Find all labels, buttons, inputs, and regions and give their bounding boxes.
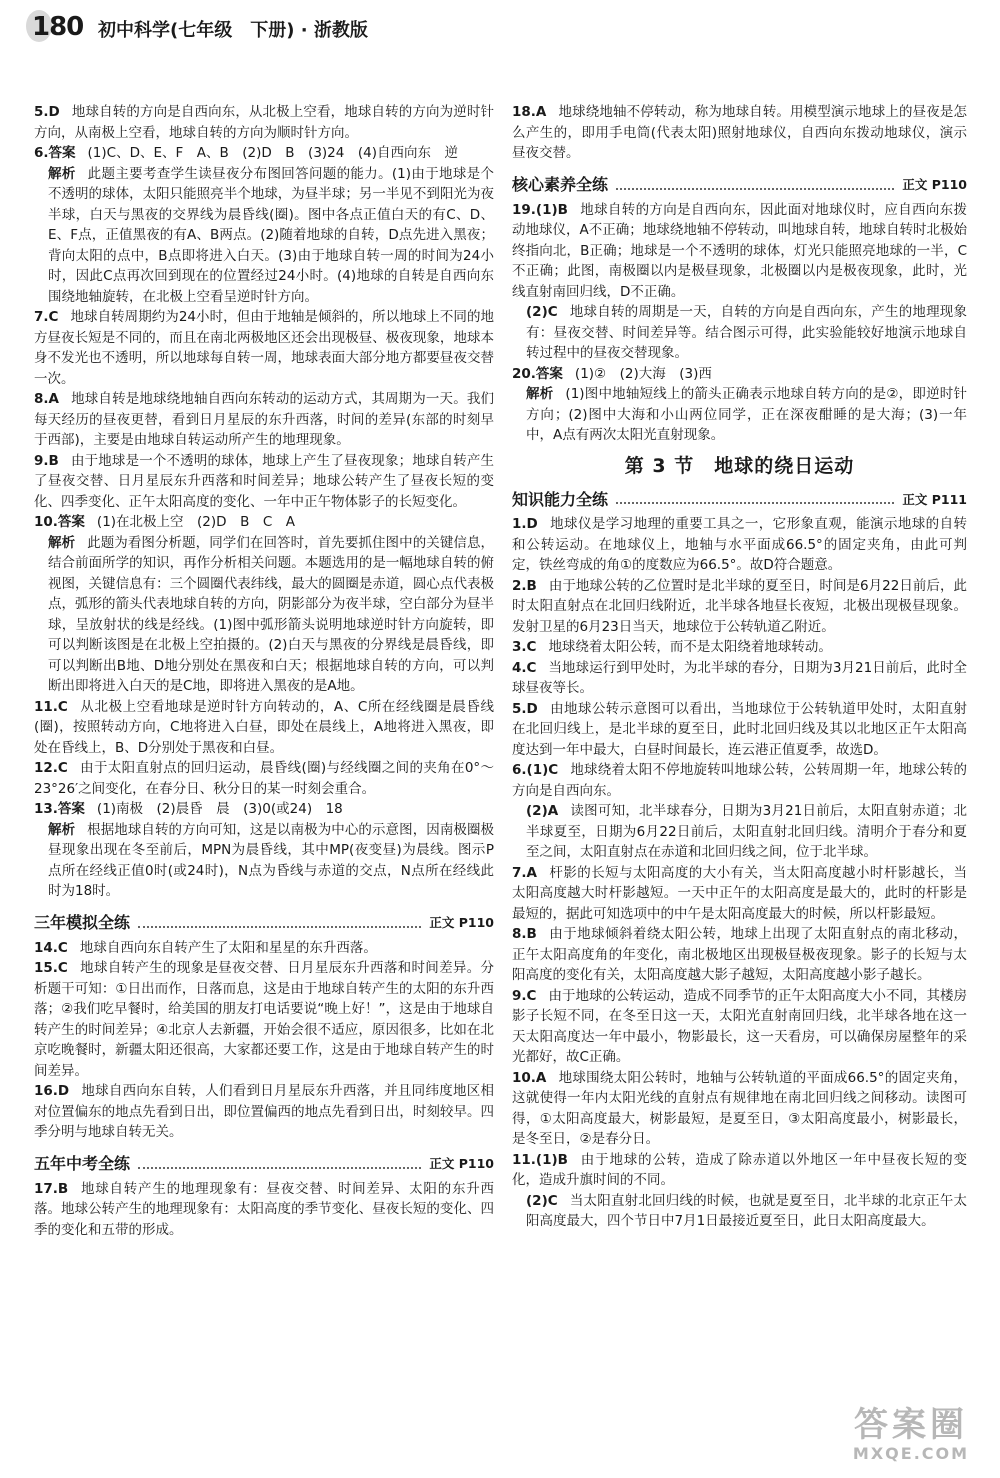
answer-item xyxy=(512,364,967,385)
answer-number: 10.A xyxy=(512,1069,547,1086)
analysis-label: 解析 xyxy=(48,534,76,551)
section-name: 三年模拟全练 xyxy=(34,913,131,932)
answer-item xyxy=(34,1179,494,1241)
analysis-text: (1)图中地轴短线上的箭头正确表示地球自转方向的是②，即逆时针方向；(2)图中大海和小山两位同学，正在深夜酣睡的是大海；(3)一年中，A点有两次太阳光直射现象。 xyxy=(526,386,967,443)
answer-number: 14.C xyxy=(34,939,68,956)
analysis-text: 此题为看图分析题，同学们在回答时，首先要抓住图中的关键信息，结合前面所学的知识，再作分析相关问题。本题选用的是一幅地球自转的俯视图，关键信息有：三个圆圈代表纬线，最大的圆圈是赤道，圆心点代表极点，弧形的箭头代表地球自转的方向，阴影部分为夜半球，空白部分为昼半球，呈放射状的线是经线。(1)图中弧形箭头说明地球逆时针方向旋转，即可以判断该图是在北极上空拍摄的。(2)白天与黑夜的分界线是晨昏线，即可以判断出B地、D地分别处在黑夜和白天；根据地球自转的方向，可以判断出即将进入白天的是C地，即将进入黑夜的是A地。 xyxy=(48,534,495,694)
analysis-block xyxy=(34,533,494,697)
answer-text: 由于太阳直射点的回归运动，晨昏线(圈)与经线圈之间的夹角在0°～23°26′之间变化，在春分日、秋分日的某一时刻会重合。 xyxy=(34,760,494,797)
right-column xyxy=(512,102,967,1232)
section-heading xyxy=(34,904,494,934)
answer-text: 地球自西向东自转，人们看到日月星辰东升西落，并且同纬度地区相对位置偏东的地点先看到日出，即位置偏西的地点先看到日出，时刻较早。四季分明与地球自转无关。 xyxy=(34,1083,494,1140)
answer-item xyxy=(512,1150,967,1191)
answer-item xyxy=(34,799,494,820)
answer-number: 7.A xyxy=(512,864,537,881)
answer-number: 11.(1)B xyxy=(512,1151,568,1168)
answer-item xyxy=(512,200,967,303)
page-number: 180 xyxy=(32,12,84,42)
answer-item xyxy=(512,924,967,986)
analysis-text: 此题主要考查学生读昼夜分布图回答问题的能力。(1)由于地球是个不透明的球体，太阳只能照亮半个地球，为昼半球；另一半见不到阳光为夜半球，白天与黑夜的交界线为晨昏线(圈)。图中各点正值白天的有C、D、E、F点，正值黑夜的有A、B两点。(2)随着地球的自转，D点先进入黑夜；背向太阳的点中，B点即将进入白天。(3)由于地球自转一周的时间为24小时，因此C点再次回到现在的位置经过24小时。(4)地球的自转是自西向东围绕地轴旋转，在北极上空看呈逆时针方向。 xyxy=(48,165,495,305)
answer-item xyxy=(512,760,967,801)
answer-item xyxy=(34,938,494,959)
answer-item xyxy=(512,699,967,761)
answer-number: (2)A xyxy=(526,803,559,819)
analysis-block xyxy=(34,164,494,308)
section-ref: 正文 P111 xyxy=(902,491,967,507)
answer-item xyxy=(512,637,967,658)
answer-item xyxy=(34,758,494,799)
answer-text: 地球自转产生的现象是昼夜交替、日月星辰东升西落和时间差异。分析题干可知：①日出而作，日落而息，这是由于地球自转产生的太阳的东升西落；②我们吃早餐时，给美国的朋友打电话要说“晚上好！”，这是由于地球自转产生的时间差异；④北京人去新疆，开始会很不适应，原因很多，比如在北京吃晚餐时，新疆太阳还很高，大家都还要工作，这是由于地球自转产生的时间差异。 xyxy=(34,960,494,1079)
watermark-logo xyxy=(836,1406,986,1470)
answer-text: 从北极上空看地球是逆时针方向转动的，A、C所在经线圈是晨昏线(圈)，按照转动方向，C地将进入白昼，即处在晨线上，A地将进入黑夜，即处在昏线上，B、D分别处于黑夜和白昼。 xyxy=(34,698,494,756)
analysis-label: 解析 xyxy=(48,821,76,838)
answer-number: 9.C xyxy=(512,987,537,1004)
answer-item xyxy=(512,658,967,699)
answer-number: 6.答案 xyxy=(34,145,76,161)
answer-text: 地球自西向东自转产生了太阳和星星的东升西落。 xyxy=(79,939,377,956)
answer-number: 2.B xyxy=(512,577,537,594)
answer-text: 由地球公转示意图可以看出，当地球位于公转轨道甲处时，太阳直射在北回归线上，是北半球的夏至日，此时北回归线及其以北地区正午太阳高度达到一年中最大，白昼时间最长，连云港正值夏季，故选D。 xyxy=(512,700,967,758)
watermark-bottom: MXQE.COM xyxy=(852,1444,970,1463)
analysis-block xyxy=(34,820,494,902)
answer-item xyxy=(34,143,494,164)
answer-item xyxy=(34,697,494,759)
answer-item xyxy=(512,302,967,364)
section-divider xyxy=(138,926,421,928)
answer-number: 15.C xyxy=(34,960,68,976)
answer-item xyxy=(512,514,967,576)
book-title: 初中科学(七年级 下册) · 浙教版 xyxy=(98,20,368,41)
answer-number: 18.A xyxy=(512,104,547,120)
answer-number: 17.B xyxy=(34,1180,69,1197)
section-ref: 正文 P110 xyxy=(429,1156,494,1171)
answer-item xyxy=(34,307,494,389)
answer-text: 地球自转周期约为24小时，但由于地轴是倾斜的，所以地球上不同的地方昼夜长短是不同的，而且在南北两极地区还会出现极昼、极夜现象，地球本身不发光也不透明，所以地球每自转一周，地球表面大部分地方都要昼夜交替一次。 xyxy=(34,309,494,387)
answer-item xyxy=(34,389,494,451)
answer-item xyxy=(34,102,494,143)
answer-text: (1)C、D、E、F A、B (2)D B (3)24 (4)自西向东 逆 xyxy=(87,145,458,161)
answer-text: 由于地球公转的乙位置时是北半球的夏至日，时间是6月22日前后，此时太阳直射点在北回归线附近，北半球各地昼长夜短，北极出现极昼现象。发射卫星的6月23日当天，地球位于公转轨道乙附近。 xyxy=(512,577,967,635)
answer-text: 地球绕着太阳公转，而不是太阳绕着地球转动。 xyxy=(548,639,832,655)
page-header xyxy=(32,8,492,44)
answer-text: 杆影的长短与太阳高度的大小有关，当太阳高度越小时杆影越长，当太阳高度越大时杆影越短。一天中正午的太阳高度是最大的，此时的杆影是最短的，据此可知选项中的中午是太阳高度最大的时候，所以杆影最短。 xyxy=(512,864,967,922)
left-column xyxy=(34,102,494,1240)
analysis-text: 根据地球自转的方向可知，这是以南极为中心的示意图，因南极圈极昼现象出现在冬至前后，MPN为晨昏线，其中MP(夜变昼)为晨线。图示P点所在经线正值0时(或24时)，N点为昏线与赤道的交点，N点所在经线此时为18时。 xyxy=(48,821,495,899)
answer-number: 13.答案 xyxy=(34,801,85,817)
answer-number: 5.D xyxy=(512,700,538,717)
answer-number: 19.(1)B xyxy=(512,201,568,218)
section-ref: 正文 P110 xyxy=(902,177,967,192)
answer-text: 当太阳直射北回归线的时候，也就是夏至日，北半球的北京正午太阳高度最大，四个节日中7月1日最接近夏至日，此日太阳高度最大。 xyxy=(526,1192,967,1229)
answer-number: 16.D xyxy=(34,1083,70,1099)
answer-item xyxy=(34,451,494,513)
section-ref: 正文 P110 xyxy=(429,915,494,930)
answer-number: 8.A xyxy=(34,391,59,407)
answer-number: 1.D xyxy=(512,516,538,532)
answer-text: 读图可知，北半球春分，日期为3月21日前后，太阳直射赤道；北半球夏至，日期为6月22日前后，太阳直射北回归线。清明介于春分和夏至之间，太阳直射点在赤道和北回归线之间，位于北半球。 xyxy=(526,803,967,860)
answer-number: (2)C xyxy=(526,1192,558,1209)
section-name: 知识能力全练 xyxy=(512,489,609,509)
answer-text: 地球自转产生的地理现象有：昼夜交替、时间差异、太阳的东升西落。地球公转产生的地理现象有：太阳高度的季节变化、昼夜长短的变化、四季的变化和五带的形成。 xyxy=(34,1180,494,1238)
answer-text: 地球自转的方向是自西向东，因此面对地球仪时，应自西向东拨动地球仪，A不正确；地球绕地轴不停转动，叫地球自转，地球自转时北极始终指向北，B正确；地球是一个不透明的球体，灯光只能照亮地球的一半，C不正确；此图，南极圈以内是极昼现象，北极圈以内是极夜现象，此时，光线直射南回归线，D不正确。 xyxy=(512,201,967,300)
answer-text: (1)② (2)大海 (3)西 xyxy=(574,365,712,382)
answer-item xyxy=(512,801,967,863)
answer-text: 由于地球的公转，造成了除赤道以外地区一年中昼夜长短的变化，造成升旗时间的不同。 xyxy=(512,1151,967,1188)
answer-number: 20.答案 xyxy=(512,365,563,382)
analysis-label: 解析 xyxy=(526,386,554,402)
section-heading xyxy=(512,166,967,196)
section-heading xyxy=(512,480,967,510)
answer-text: (1)在北极上空 (2)D B C A xyxy=(96,514,295,530)
answer-item xyxy=(512,986,967,1068)
answer-item xyxy=(512,576,967,638)
answer-text: 由于地球是一个不透明的球体，地球上产生了昼夜现象；地球自转产生了昼夜交替、日月星辰东升西落和时间差异；地球公转产生了昼夜长短的变化、四季变化、正午太阳高度的变化、一年中正午物体影子的长短变化。 xyxy=(34,452,494,510)
answer-number: 11.C xyxy=(34,698,68,715)
chapter-title: 第 3 节 地球的绕日运动 xyxy=(624,454,855,477)
section-heading xyxy=(34,1145,494,1175)
answer-number: 10.答案 xyxy=(34,514,85,530)
answer-text: 地球仪是学习地理的重要工具之一，它形象直观，能演示地球的自转和公转运动。在地球仪上，地轴与水平面成66.5°的固定夹角，由此可判定，铁丝弯成的角①的度数应为66.5°。故D符合题意。 xyxy=(512,516,967,573)
section-divider xyxy=(138,1167,421,1169)
answer-text: (1)南极 (2)晨昏 晨 (3)0(或24) 18 xyxy=(96,801,343,817)
analysis-label: 解析 xyxy=(48,165,76,182)
answer-text: 由于地球倾斜着绕太阳公转，地球上出现了太阳直射点的南北移动，正午太阳高度角的年变化，南北极地区出现极昼极夜现象。影子的长短与太阳高度的变化有关，太阳高度越大影子越短，太阳高度越小影子越长。 xyxy=(512,926,967,983)
answer-item xyxy=(34,1081,494,1143)
answer-number: 12.C xyxy=(34,760,68,776)
answer-item xyxy=(512,1191,967,1232)
answer-text: 地球围绕太阳公转时，地轴与公转轨道的平面成66.5°的固定夹角，这就使得一年内太阳光线的直射点有规律地在南北回归线之间移动。读图可得，①太阳高度最大，树影最短，是夏至日，③太阳高度最小，树影最长，是冬至日，②是春分日。 xyxy=(512,1069,967,1147)
watermark-top: 答案圈 xyxy=(854,1405,968,1445)
answer-text: 地球自转的周期是一天，自转的方向是自西向东，产生的地理现象有：昼夜交替、时间差异等。结合图示可得，此实验能较好地演示地球自转过程中的昼夜交替现象。 xyxy=(526,304,967,361)
answer-text: 地球绕着太阳不停地旋转叫地球公转，公转周期一年，地球公转的方向是自西向东。 xyxy=(512,762,967,799)
answer-number: 6.(1)C xyxy=(512,762,559,778)
section-name: 五年中考全练 xyxy=(34,1154,131,1173)
answer-text: 地球绕地轴不停转动，称为地球自转。用模型演示地球上的昼夜是怎么产生的，即用手电筒(代表太阳)照射地球仪，自西向东拨动地球仪，演示昼夜交替。 xyxy=(512,104,967,161)
answer-text: 地球自转的方向是自西向东，从北极上空看，地球自转的方向为逆时针方向，从南极上空看，地球自转的方向为顺时针方向。 xyxy=(34,104,494,141)
answer-number: 9.B xyxy=(34,452,59,469)
answer-number: 7.C xyxy=(34,309,59,325)
section-divider xyxy=(616,502,894,504)
answer-text: 当地球运行到甲处时，为北半球的春分，日期为3月21日前后，此时全球昼夜等长。 xyxy=(512,659,967,696)
section-name: 核心素养全练 xyxy=(512,175,609,194)
answer-number: 8.B xyxy=(512,926,537,942)
answer-text: 由于地球的公转运动，造成不同季节的正午太阳高度大小不同，其楼房影子长短不同，在冬至日这一天，太阳光直射南回归线，北半球各地在这一天太阳高度达一年中最小，物影最长，这一天看房，可以确保房屋整年的采光都好，故C正确。 xyxy=(512,987,967,1065)
answer-item xyxy=(512,863,967,925)
answer-item xyxy=(34,512,494,533)
analysis-block xyxy=(512,384,967,446)
answer-item xyxy=(34,958,494,1081)
answer-number: 5.D xyxy=(34,104,60,120)
answer-number: 3.C xyxy=(512,639,537,655)
answer-item xyxy=(512,1068,967,1150)
answer-number: 4.C xyxy=(512,659,537,676)
answer-item xyxy=(512,102,967,164)
section-divider xyxy=(616,188,894,190)
answer-text: 地球自转是地球绕地轴自西向东转动的运动方式，其周期为一天。我们每天经历的昼夜更替，看到日月星辰的东升西落，时间的差异(东部的时刻早于西部)，主要是由地球自转运动所产生的地理现象。 xyxy=(34,391,494,448)
answer-number: (2)C xyxy=(526,304,558,320)
